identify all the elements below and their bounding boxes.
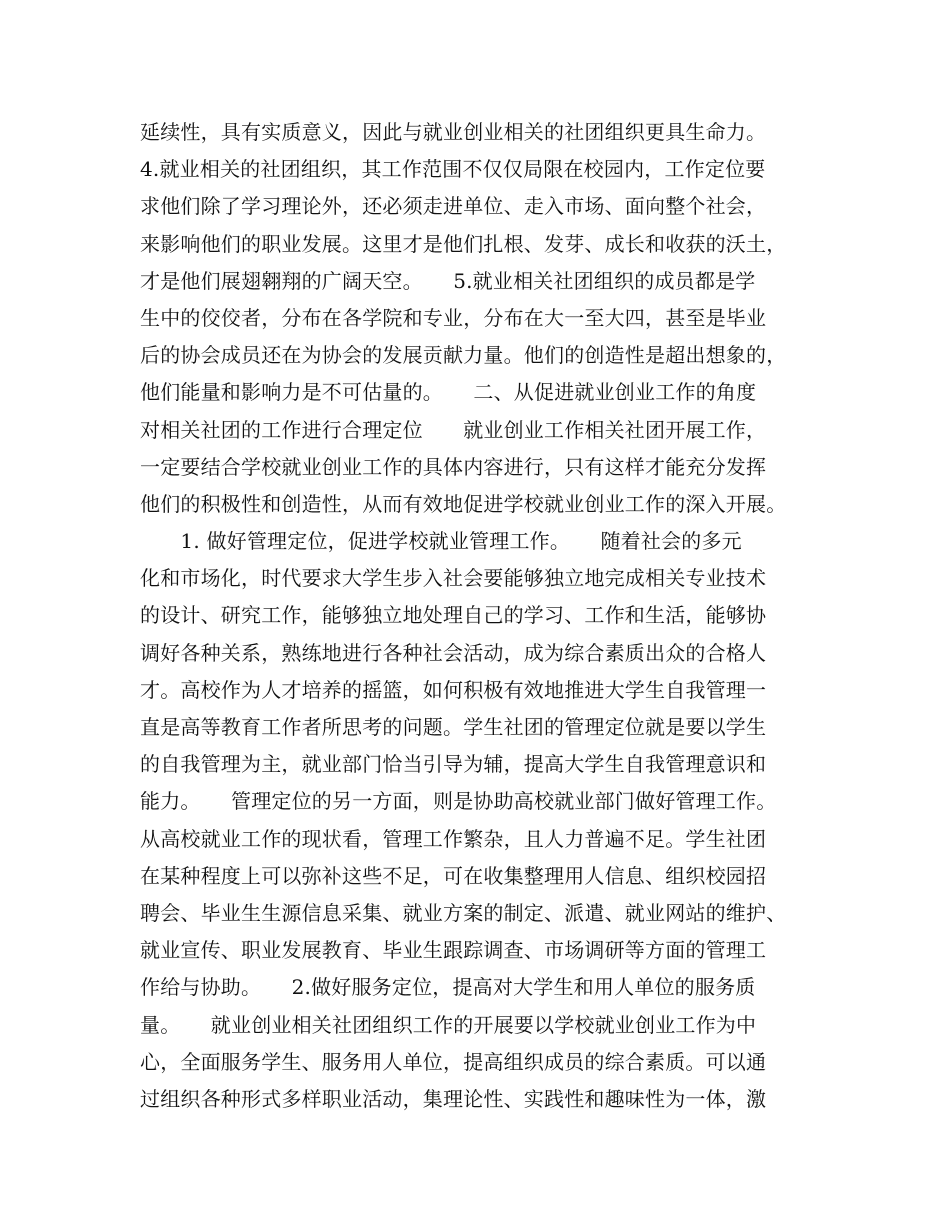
- text-line: 他们的积极性和创造性，从而有效地促进学校就业创业工作的深入开展。: [140, 491, 787, 516]
- text-line: 在某种程度上可以弥补这些不足，可在收集整理用人信息、组织校园招: [140, 863, 767, 888]
- text-line: 4.就业相关的社团组织，其工作范围不仅仅局限在校园内，工作定位要: [140, 157, 766, 182]
- text-line: 生中的佼佼者，分布在各学院和专业，分布在大一至大四，甚至是毕业: [140, 305, 767, 330]
- text-line: 的自我管理为主，就业部门恰当引导为辅，提高大学生自我管理意识和: [140, 752, 767, 777]
- text-line: 求他们除了学习理论外，还必须走进单位、走入市场、面向整个社会，: [140, 194, 767, 219]
- text-line: 才。高校作为人才培养的摇篮，如何积极有效地推进大学生自我管理一: [140, 677, 767, 702]
- text-line: 聘会、毕业生生源信息采集、就业方案的制定、派遣、就业网站的维护、: [140, 900, 787, 925]
- text-line: 调好各种关系，熟练地进行各种社会活动，成为综合素质出众的合格人: [140, 640, 767, 665]
- text-line: 才是他们展翅翱翔的广阔天空。 5.就业相关社团组织的成员都是学: [140, 268, 756, 293]
- text-line: 的设计、研究工作，能够独立地处理自己的学习、工作和生活，能够协: [140, 603, 767, 628]
- text-line: 延续性，具有实质意义，因此与就业创业相关的社团组织更具生命力。: [140, 120, 767, 144]
- text-line: 来影响他们的职业发展。这里才是他们扎根、发芽、成长和收获的沃土，: [140, 231, 787, 256]
- text-line: 一定要结合学校就业创业工作的具体内容进行，只有这样才能充分发挥: [140, 454, 767, 479]
- text-line: 过组织各种形式多样职业活动，集理论性、实践性和趣味性为一体，激: [140, 1086, 767, 1111]
- text-line: 他们能量和影响力是不可估量的。 二、从促进就业创业工作的角度: [140, 380, 757, 405]
- text-line: 直是高等教育工作者所思考的问题。学生社团的管理定位就是要以学生: [140, 715, 767, 739]
- text-line: 能力。 管理定位的另一方面，则是协助高校就业部门做好管理工作。: [140, 789, 777, 814]
- text-line: 心，全面服务学生、服务用人单位，提高组织成员的综合素质。可以通: [140, 1049, 767, 1074]
- text-line: 1. 做好管理定位，促进学校就业管理工作。 随着社会的多元: [140, 529, 742, 554]
- text-line: 对相关社团的工作进行合理定位 就业创业工作相关社团开展工作，: [140, 417, 767, 442]
- text-line: 后的协会成员还在为协会的发展贡献力量。他们的创造性是超出想象的，: [140, 343, 787, 368]
- text-line: 就业宣传、职业发展教育、毕业生跟踪调查、市场调研等方面的管理工: [140, 938, 767, 963]
- text-line: 从高校就业工作的现状看，管理工作繁杂，且人力普遍不足。学生社团: [140, 826, 767, 851]
- text-line: 量。 就业创业相关社团组织工作的开展要以学校就业创业工作为中: [140, 1012, 757, 1037]
- text-line: 作给与协助。 2.做好服务定位，提高对大学生和用人单位的服务质: [140, 975, 756, 1000]
- text-line: 化和市场化，时代要求大学生步入社会要能够独立地完成相关专业技术: [140, 566, 767, 591]
- document-body-text: [140, 114, 840, 1118]
